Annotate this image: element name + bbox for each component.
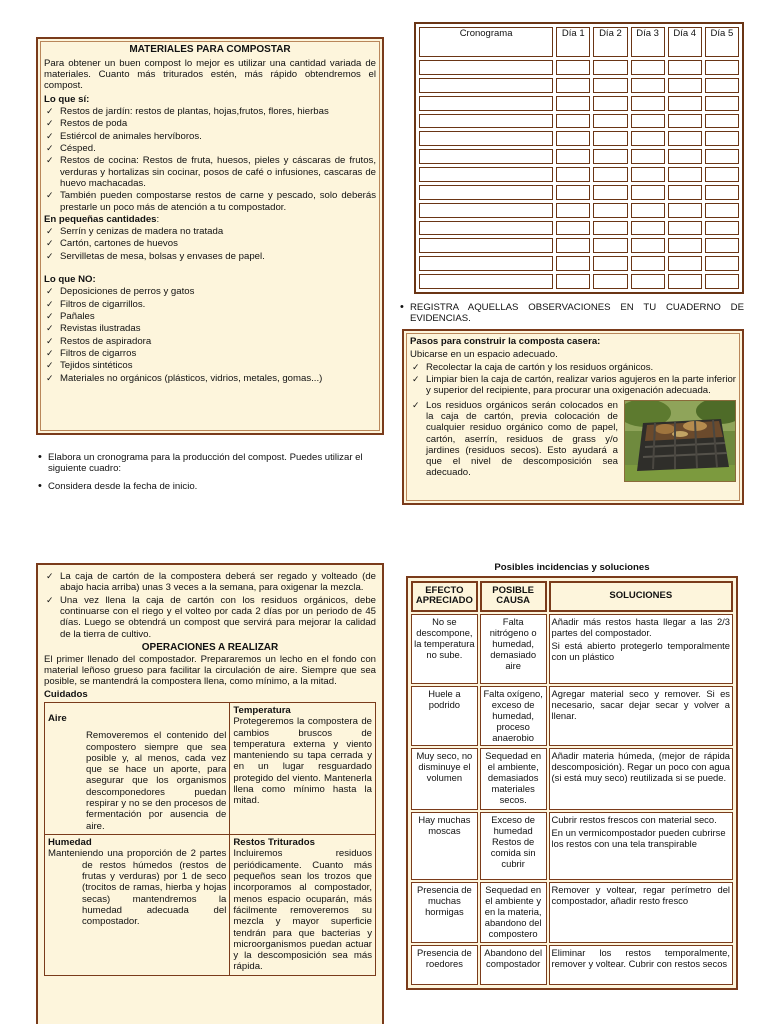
table-cell[interactable] [593, 203, 627, 218]
list-item: ✓ Serrín y cenizas de madera no tratada [44, 226, 376, 237]
efecto-header: EFECTO APRECIADO [411, 581, 478, 612]
solucion-text: Eliminar los restos temporalmente, remover y voltear. Cubrir con restos secos [551, 946, 730, 969]
table-cell[interactable] [631, 78, 665, 93]
table-cell[interactable] [631, 221, 665, 236]
table-cell[interactable] [419, 96, 553, 111]
list-item: ✓ Restos de poda [44, 118, 376, 129]
causa-cell: Sequedad en el ambiente, demasiados materiales secos. [480, 748, 547, 810]
list-item: ✓ Restos de cocina: Restos de fruta, huesos, pieles y cáscaras de frutos, verduras y hortalizas sin cocinar, posos de café o infusiones, cascaras de huevo machacadas. [44, 155, 376, 189]
materiales-title: MATERIALES PARA COMPOSTAR [129, 44, 291, 55]
table-cell[interactable] [419, 185, 553, 200]
solucion-text: Remover y voltear, regar perímetro del compostador, añadir resto fresco [551, 884, 730, 907]
solucion-text: Añadir materia húmeda, (mejor de rápida descomposición). Regar un poco con agua (si está muy seco) reutilizada si se puede. [551, 750, 730, 784]
restos-title: Restos Triturados [233, 837, 315, 849]
list-item: ✓ Cartón, cartones de huevos [44, 238, 376, 249]
compost-bin-illustration [625, 401, 736, 482]
table-cell[interactable] [419, 256, 553, 271]
list-item: • Elabora un cronograma para la producción del compost. Puedes utilizar el siguiente cuadro: [36, 452, 384, 475]
registra-text: • REGISTRA AQUELLAS OBSERVACIONES EN TU CUADERNO DE EVIDENCIAS. [398, 302, 744, 325]
pasos-intro: Ubicarse en un espacio adecuado. [410, 349, 558, 361]
table-cell[interactable] [556, 274, 590, 289]
list-item: ✓ Recolectar la caja de cartón y los residuos orgánicos. [410, 362, 736, 373]
table-cell[interactable] [668, 60, 702, 75]
table-cell[interactable] [705, 203, 739, 218]
table-cell[interactable] [593, 60, 627, 75]
table-cell[interactable] [556, 96, 590, 111]
table-cell[interactable] [631, 185, 665, 200]
aire-text: Removeremos el contenido del compostero siempre que sea posible y, al menos, cada vez que se hace un aporte, para asegurar que los organismos descomponedores puedan respirar y no se den procesos de fermentación por ausencia de aire. [86, 730, 227, 832]
causa-cell: Falta nitrógeno o humedad, demasiado aire [480, 614, 547, 684]
table-cell[interactable] [668, 238, 702, 253]
table-cell[interactable] [556, 167, 590, 182]
table-cell[interactable] [705, 256, 739, 271]
table-row [411, 812, 733, 880]
table-cell[interactable] [668, 256, 702, 271]
temperatura-text: Protegeremos la compostera de cambios bruscos de temperatura externa y viento manteniendo su tapa cerrada y en un lugar resguardado protegido del viento. Mantenerla llena como mínimo hasta la mitad. [233, 716, 372, 807]
table-cell[interactable] [556, 78, 590, 93]
table-cell[interactable] [593, 238, 627, 253]
table-cell[interactable] [556, 203, 590, 218]
operaciones-box [36, 563, 384, 1024]
efecto-cell: Muy seco, no disminuye el volumen [411, 748, 478, 810]
table-cell[interactable] [556, 238, 590, 253]
table-cell[interactable] [556, 221, 590, 236]
temperatura-title: Temperatura [233, 704, 291, 716]
table-cell[interactable] [631, 96, 665, 111]
solucion-text: Si está abierto protegerlo temporalmente con un plástico [551, 639, 730, 662]
table-row [411, 686, 733, 747]
list-item: ✓ Limpiar bien la caja de cartón, realizar varios agujeros en la parte inferior y superior del recipiente, para procurar una oxigenación adecuada. [410, 374, 736, 397]
pasos-title: Pasos para construir la composta casera: [410, 336, 601, 347]
pasos-step-3: Los residuos orgánicos serán colocados en la caja de cartón, previa colocación de cualquier residuo orgánico como de papel, cartón, aserrín, residuos de grass y/o jardines (residuos secos). Esto ayudará a que el nivel de descomposición sea adecuado. [426, 399, 618, 479]
table-cell[interactable] [668, 221, 702, 236]
list-item: ✓ Revistas ilustradas [44, 323, 376, 334]
cronograma-header: Cronograma [419, 27, 553, 57]
table-cell[interactable] [631, 238, 665, 253]
no-heading: Lo que NO: [44, 274, 96, 286]
incidencias-table [409, 579, 735, 987]
causa-cell: Abandono del compostador [480, 945, 547, 985]
table-cell[interactable] [631, 149, 665, 164]
solucion-text: En un vermicompostador pueden cubrirse los restos con una tela transpirable [551, 827, 726, 850]
table-cell[interactable] [631, 114, 665, 129]
causa-cell: Sequedad en el ambiente y en la materia, abandono del compostero [480, 882, 547, 943]
operaciones-text: El primer llenado del compostador. Prepararemos un lecho en el fondo con material leñoso grueso para facilitar la circulación de aire. Siempre que sea posible, se mantendrá la compostera llena, como mínimo, a la mitad. [44, 653, 376, 688]
soluciones-cell [549, 945, 733, 985]
table-cell[interactable] [419, 78, 553, 93]
list-item: ✓ Tejidos sintéticos [44, 360, 376, 371]
soluciones-header: SOLUCIONES [549, 581, 733, 612]
humedad-text: Manteniendo una proporción de 2 partes de restos húmedos (restos de frutas y verduras) por 1 de seco (trocitos de ramas, hierba y hojas secas) mantendremos la humedad adecuada del compostador. [48, 848, 227, 928]
table-cell[interactable] [593, 221, 627, 236]
soluciones-cell [549, 882, 733, 943]
table-cell[interactable] [556, 131, 590, 146]
list-item: ✓ Césped. [44, 143, 376, 154]
table-cell[interactable] [419, 149, 553, 164]
list-item: ✓ Estiércol de animales hervíboros. [44, 131, 376, 142]
day-5-header: Día 5 [705, 27, 739, 57]
table-cell[interactable] [419, 238, 553, 253]
table-cell[interactable] [668, 96, 702, 111]
table-cell[interactable] [556, 185, 590, 200]
cuidados-table [44, 702, 376, 976]
table-cell[interactable] [593, 185, 627, 200]
no-list [44, 286, 376, 384]
day-2-header: Día 2 [593, 27, 627, 57]
list-item: ✓ Materiales no orgánicos (plásticos, vidrios, metales, gomas...) [44, 373, 376, 384]
table-cell[interactable] [556, 256, 590, 271]
table-cell[interactable] [593, 256, 627, 271]
table-cell[interactable] [668, 78, 702, 93]
list-item: ✓ También pueden compostarse restos de carne y pescado, solo deberás prestarle un poco más de atención a tu compostador. [44, 190, 376, 213]
table-cell[interactable] [631, 203, 665, 218]
table-cell[interactable] [556, 114, 590, 129]
cronograma-table [414, 22, 744, 294]
table-cell[interactable] [419, 167, 553, 182]
table-cell[interactable] [593, 96, 627, 111]
pasos-box [402, 329, 744, 505]
efecto-cell: No se descompone, la temperatura no sube. [411, 614, 478, 684]
day-1-header: Día 1 [556, 27, 590, 57]
causa-cell: Falta oxígeno, exceso de humedad, proceso anaerobio [480, 686, 547, 747]
list-item: ✓ Servilletas de mesa, bolsas y envases de papel. [44, 251, 376, 262]
table-cell[interactable] [419, 274, 553, 289]
list-item: ✓ Deposiciones de perros y gatos [44, 286, 376, 297]
table-cell[interactable] [705, 149, 739, 164]
table-cell[interactable] [705, 274, 739, 289]
operaciones-title: OPERACIONES A REALIZAR [141, 641, 279, 653]
table-cell[interactable] [593, 167, 627, 182]
pequenas-colon: : [156, 213, 160, 225]
soluciones-cell [549, 614, 733, 684]
solucion-text: Agregar material seco y remover. Si es necesario, sacar dejar secar y volver a llenar. [551, 687, 730, 721]
table-cell[interactable] [419, 60, 553, 75]
pequenas-heading: En pequeñas cantidades [44, 213, 157, 225]
list-item [410, 400, 736, 479]
table-cell[interactable] [593, 274, 627, 289]
compost-bin-image [624, 400, 736, 482]
list-item: ✓ Restos de jardín: restos de plantas, hojas,frutos, flores, hierbas [44, 106, 376, 117]
table-cell[interactable] [668, 167, 702, 182]
materiales-box [36, 37, 384, 435]
efecto-cell: Huele a podrido [411, 686, 478, 747]
table-cell[interactable] [631, 256, 665, 271]
table-cell[interactable] [705, 185, 739, 200]
soluciones-cell [549, 812, 733, 880]
list-item: ✓ Restos de aspiradora [44, 336, 376, 347]
materiales-intro: Para obtener un buen compost lo mejor es utilizar una cantidad variada de materiales. Cuanto más triturados estén, más rápido obtendremos el compost. [44, 57, 376, 92]
list-item: ✓ Filtros de cigarros [44, 348, 376, 359]
operaciones-list [44, 571, 376, 640]
table-cell[interactable] [668, 131, 702, 146]
humedad-title: Humedad [48, 837, 92, 849]
table-cell[interactable] [593, 149, 627, 164]
day-3-header: Día 3 [631, 27, 665, 57]
efecto-cell: Hay muchas moscas [411, 812, 478, 880]
table-cell[interactable] [419, 131, 553, 146]
table-cell[interactable] [705, 131, 739, 146]
table-row [411, 945, 733, 985]
table-cell[interactable] [705, 60, 739, 75]
table-cell[interactable] [593, 114, 627, 129]
cuidados-heading: Cuidados [44, 688, 88, 700]
table-row [411, 882, 733, 943]
registra-list [398, 302, 744, 325]
incidencias-table-wrap [406, 576, 738, 990]
si-heading: Lo que sí: [44, 93, 90, 105]
table-cell[interactable] [668, 203, 702, 218]
list-item: ✓ Una vez llena la caja de cartón con los residuos orgánicos, debe continuarse con el riego y el volteo por cada 2 días por un periodo de 45 días. Luego se obtendrá un compost que servirá para mejorar la calidad de la tierra de cultivo. [44, 595, 376, 640]
list-item: • Considera desde la fecha de inicio. [36, 481, 384, 492]
table-cell[interactable] [705, 78, 739, 93]
soluciones-cell [549, 686, 733, 747]
pequenas-heading-line [44, 214, 376, 225]
table-cell[interactable] [631, 167, 665, 182]
solucion-text: Añadir más restos hasta llegar a las 2/3 partes del compostador. [551, 615, 730, 638]
table-cell[interactable] [668, 185, 702, 200]
table-row [411, 614, 733, 684]
restos-text: Incluiremos residuos periódicamente. Cuanto más pequeños sean los trozos que incorporamos al compostador, menos espacio ocuparán, más fácilmente removeremos su mezcla y mayor superficie tendrán para que bacterias y microorganismos puedan actuar y la descomposición sea más rápida. [233, 848, 372, 973]
table-cell[interactable] [593, 78, 627, 93]
solucion-text: Cubrir restos frescos con material seco. [551, 814, 717, 826]
table-cell[interactable] [419, 203, 553, 218]
table-cell[interactable] [419, 221, 553, 236]
list-item: ✓ La caja de cartón de la compostera deberá ser regado y volteado (de abajo hacia arriba) unas 3 veces a la semana, para oxigenar la mezcla. [44, 571, 376, 594]
table-cell[interactable] [631, 60, 665, 75]
table-cell[interactable] [419, 114, 553, 129]
table-cell[interactable] [593, 131, 627, 146]
efecto-cell: Presencia de roedores [411, 945, 478, 985]
table-cell[interactable] [705, 114, 739, 129]
aire-title: Aire [48, 712, 67, 724]
table-cell[interactable] [668, 274, 702, 289]
table-cell[interactable] [705, 167, 739, 182]
table-row [411, 748, 733, 810]
causa-header: POSIBLE CAUSA [480, 581, 547, 612]
instructions-list [36, 449, 384, 495]
table-cell[interactable] [668, 114, 702, 129]
table-cell[interactable] [556, 149, 590, 164]
table-cell[interactable] [631, 274, 665, 289]
pequenas-list [44, 226, 376, 262]
table-cell[interactable] [705, 221, 739, 236]
table-cell[interactable] [631, 131, 665, 146]
list-item: ✓ Pañales [44, 311, 376, 322]
table-cell[interactable] [705, 238, 739, 253]
pasos-list [410, 362, 736, 479]
table-cell[interactable] [705, 96, 739, 111]
table-cell[interactable] [668, 149, 702, 164]
table-cell[interactable] [556, 60, 590, 75]
list-item: ✓ Filtros de cigarrillos. [44, 299, 376, 310]
soluciones-cell [549, 748, 733, 810]
causa-cell: Exceso de humedad Restos de comida sin cubrir [480, 812, 547, 880]
incidencias-title: Posibles incidencias y soluciones [494, 562, 650, 573]
si-list [44, 106, 376, 213]
day-4-header: Día 4 [668, 27, 702, 57]
efecto-cell: Presencia de muchas hormigas [411, 882, 478, 943]
